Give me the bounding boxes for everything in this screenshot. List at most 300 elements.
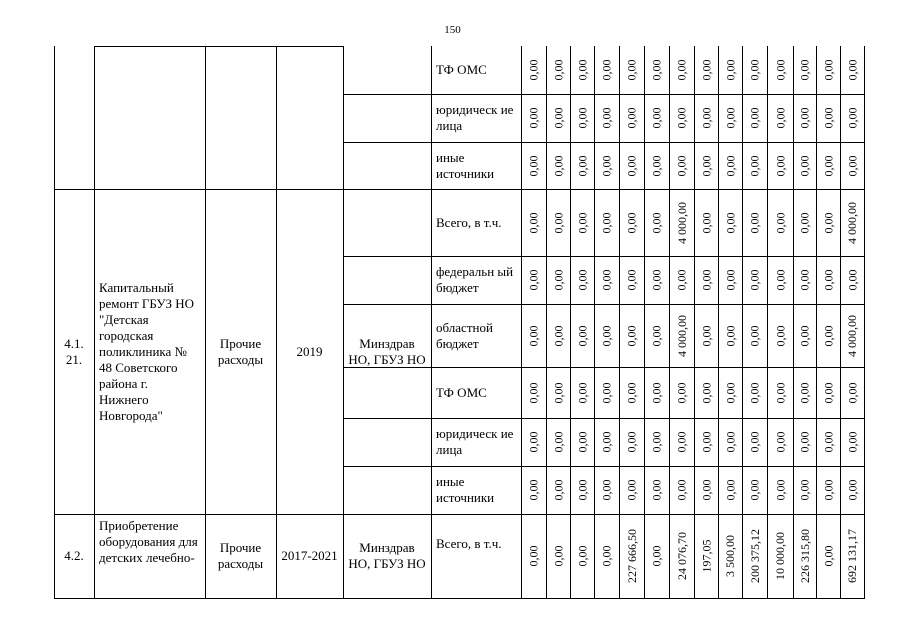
value-text: 0,00: [821, 107, 835, 129]
value-cell: [521, 466, 546, 514]
value-text: 0,00: [674, 59, 689, 81]
value-text: 0,00: [526, 325, 541, 346]
value-text: 0,00: [551, 155, 565, 176]
value-cell: [619, 189, 644, 256]
value-text: 0,00: [797, 382, 812, 403]
value-text: 0,00: [773, 382, 787, 403]
table-border: [94, 46, 95, 598]
value-cell: [694, 189, 718, 256]
value-cell: [521, 304, 546, 367]
value-text: 0,00: [624, 269, 639, 291]
value-cell: [694, 367, 718, 418]
value-cell: [793, 189, 816, 256]
value-cell: [669, 189, 694, 256]
value-text: 0,00: [624, 382, 639, 403]
value-cell: [840, 189, 864, 256]
value-cell: [619, 142, 644, 189]
value-cell: [694, 256, 718, 304]
value-cell: [816, 418, 840, 466]
value-text: 0,00: [624, 431, 639, 453]
value-cell: [644, 418, 669, 466]
value-text: 0,00: [821, 479, 835, 501]
value-cell: [767, 189, 793, 256]
value-text: 0,00: [723, 382, 737, 403]
value-cell: [840, 256, 864, 304]
value-cell: [816, 189, 840, 256]
table-border: [431, 46, 432, 598]
value-text: 0,00: [747, 59, 762, 81]
value-text: 0,00: [821, 155, 835, 176]
value-text: 0,00: [526, 382, 541, 403]
value-text: 0,00: [624, 212, 639, 233]
value-cell: [594, 256, 619, 304]
value-cell: [718, 256, 742, 304]
value-text: 0,00: [674, 431, 689, 453]
value-text: 0,00: [575, 212, 589, 233]
value-text: 0,00: [526, 269, 541, 291]
page-number: 150: [444, 24, 461, 36]
value-text: 0,00: [773, 107, 787, 129]
value-cell: [619, 466, 644, 514]
value-cell: [619, 46, 644, 94]
value-cell: [742, 418, 767, 466]
table-border: [864, 46, 865, 598]
value-text: 0,00: [575, 545, 589, 567]
value-text: 0,00: [699, 107, 713, 129]
value-cell: [694, 46, 718, 94]
funding-source: Всего, в т.ч.: [436, 536, 502, 551]
table-border: [205, 46, 206, 598]
value-cell: [570, 367, 594, 418]
value-text: 0,00: [747, 431, 762, 453]
value-text: 0,00: [575, 479, 589, 501]
value-text: 0,00: [821, 269, 835, 291]
executor-cell: Минздрав НО, ГБУЗ НО: [348, 335, 426, 367]
value-text: 0,00: [599, 382, 614, 403]
value-cell: [619, 418, 644, 466]
value-text: 692 131,17: [845, 529, 859, 583]
value-text: 0,00: [797, 107, 812, 129]
value-text: 0,00: [699, 155, 713, 176]
value-text: 0,00: [599, 155, 614, 176]
value-text: 0,00: [575, 431, 589, 453]
value-text: 0,00: [526, 431, 541, 453]
value-text: 0,00: [821, 545, 835, 567]
value-cell: [767, 304, 793, 367]
value-text: 0,00: [747, 155, 762, 176]
value-cell: [570, 142, 594, 189]
value-cell: [570, 256, 594, 304]
value-text: 0,00: [723, 431, 737, 453]
value-text: 0,00: [723, 325, 737, 346]
value-cell: [742, 367, 767, 418]
value-text: 0,00: [599, 107, 614, 129]
value-cell: [767, 514, 793, 598]
value-text: 227 666,50: [624, 529, 639, 583]
value-text: 0,00: [747, 382, 762, 403]
value-text: 0,00: [797, 479, 812, 501]
value-cell: [594, 189, 619, 256]
value-cell: [619, 514, 644, 598]
value-cell: [694, 94, 718, 142]
value-text: 4 000,00: [845, 314, 859, 357]
value-text: 24 076,70: [674, 532, 689, 580]
value-text: 0,00: [723, 269, 737, 291]
value-cell: [718, 304, 742, 367]
value-cell: [742, 304, 767, 367]
value-cell: [521, 514, 546, 598]
value-text: 0,00: [699, 59, 713, 81]
value-text: 0,00: [551, 269, 565, 291]
value-cell: [840, 514, 864, 598]
value-text: 0,00: [526, 59, 541, 81]
value-text: 0,00: [649, 59, 664, 81]
value-text: 0,00: [649, 212, 664, 233]
value-cell: [594, 304, 619, 367]
value-text: 0,00: [624, 155, 639, 176]
value-text: 0,00: [723, 155, 737, 176]
value-text: 0,00: [551, 59, 565, 81]
value-text: 0,00: [526, 479, 541, 501]
value-cell: [546, 367, 570, 418]
value-cell: [694, 466, 718, 514]
funding-source: иные источники: [436, 474, 495, 505]
value-text: 0,00: [797, 59, 812, 81]
value-cell: [644, 256, 669, 304]
value-text: 0,00: [821, 212, 835, 233]
value-cell: [546, 466, 570, 514]
value-cell: [644, 94, 669, 142]
value-cell: [767, 367, 793, 418]
value-text: 0,00: [821, 382, 835, 403]
value-cell: [694, 304, 718, 367]
value-cell: [521, 367, 546, 418]
value-text: 0,00: [575, 382, 589, 403]
value-text: 0,00: [699, 479, 713, 501]
value-text: 0,00: [551, 431, 565, 453]
value-text: 0,00: [797, 212, 812, 233]
value-text: 0,00: [526, 545, 541, 567]
value-text: 0,00: [797, 325, 812, 346]
value-cell: [644, 46, 669, 94]
value-cell: [619, 304, 644, 367]
value-text: 0,00: [699, 325, 713, 346]
value-cell: [718, 94, 742, 142]
value-text: 0,00: [845, 382, 859, 403]
value-cell: [767, 94, 793, 142]
value-cell: [816, 94, 840, 142]
value-cell: [570, 94, 594, 142]
value-cell: [718, 514, 742, 598]
value-cell: [521, 94, 546, 142]
executor-cell: Минздрав НО, ГБУЗ НО: [348, 540, 426, 571]
value-cell: [816, 304, 840, 367]
value-text: 4 000,00: [674, 201, 689, 244]
value-cell: [742, 256, 767, 304]
value-text: 0,00: [699, 382, 713, 403]
value-cell: [594, 514, 619, 598]
value-cell: [793, 367, 816, 418]
value-text: 0,00: [624, 479, 639, 501]
funding-source: ТФ ОМС: [436, 62, 487, 77]
value-cell: [793, 466, 816, 514]
value-cell: [594, 94, 619, 142]
value-text: 0,00: [551, 107, 565, 129]
value-cell: [793, 142, 816, 189]
value-cell: [669, 94, 694, 142]
value-text: 0,00: [747, 212, 762, 233]
value-cell: [669, 367, 694, 418]
value-cell: [546, 256, 570, 304]
value-text: 0,00: [649, 325, 664, 346]
value-text: 0,00: [575, 107, 589, 129]
value-cell: [546, 94, 570, 142]
value-text: 0,00: [747, 479, 762, 501]
value-text: 0,00: [773, 479, 787, 501]
value-text: 0,00: [747, 107, 762, 129]
value-cell: [521, 189, 546, 256]
value-text: 0,00: [551, 479, 565, 501]
value-cell: [570, 466, 594, 514]
value-cell: [594, 466, 619, 514]
value-text: 0,00: [699, 269, 713, 291]
table-border: [54, 46, 55, 598]
value-text: 0,00: [551, 382, 565, 403]
value-text: 0,00: [773, 212, 787, 233]
value-text: 0,00: [773, 59, 787, 81]
funding-source: Всего, в т.ч.: [436, 214, 502, 230]
value-cell: [694, 418, 718, 466]
value-text: 0,00: [845, 479, 859, 501]
value-text: 0,00: [551, 325, 565, 346]
value-text: 0,00: [699, 212, 713, 233]
value-cell: [619, 256, 644, 304]
value-cell: [718, 46, 742, 94]
year-cell: 2019: [296, 343, 323, 359]
value-cell: [816, 367, 840, 418]
value-text: 0,00: [797, 269, 812, 291]
value-text: 0,00: [575, 269, 589, 291]
value-text: 0,00: [551, 212, 565, 233]
value-text: 0,00: [599, 431, 614, 453]
funding-source: федеральн ый бюджет: [436, 264, 514, 295]
value-cell: [767, 418, 793, 466]
value-cell: [742, 514, 767, 598]
value-cell: [546, 189, 570, 256]
budget-table: [54, 46, 864, 598]
value-cell: [767, 142, 793, 189]
value-text: 0,00: [723, 59, 737, 81]
value-cell: [644, 367, 669, 418]
value-text: 0,00: [797, 431, 812, 453]
value-cell: [644, 304, 669, 367]
value-text: 0,00: [845, 155, 859, 176]
value-text: 197,05: [699, 539, 713, 573]
value-cell: [718, 466, 742, 514]
value-text: 0,00: [845, 431, 859, 453]
value-text: 0,00: [773, 269, 787, 291]
year-cell: 2017-2021: [281, 548, 338, 563]
value-cell: [694, 514, 718, 598]
funding-source: иные источники: [436, 149, 495, 181]
funding-source: юридическ ие лица: [436, 426, 514, 457]
expense-type: Прочие расходы: [217, 335, 264, 367]
value-cell: [816, 466, 840, 514]
value-text: 0,00: [649, 155, 664, 176]
value-text: 0,00: [845, 107, 859, 129]
value-cell: [669, 46, 694, 94]
value-text: 0,00: [821, 59, 835, 81]
value-cell: [570, 304, 594, 367]
value-text: 0,00: [845, 59, 859, 81]
value-cell: [793, 256, 816, 304]
value-cell: [816, 142, 840, 189]
value-text: 0,00: [599, 479, 614, 501]
value-cell: [546, 514, 570, 598]
value-cell: [694, 142, 718, 189]
value-text: 0,00: [575, 155, 589, 176]
value-text: 0,00: [674, 479, 689, 501]
value-cell: [644, 142, 669, 189]
value-cell: [644, 189, 669, 256]
value-cell: [570, 46, 594, 94]
value-cell: [718, 142, 742, 189]
value-text: 0,00: [747, 269, 762, 291]
value-text: 0,00: [747, 325, 762, 346]
value-text: 0,00: [649, 382, 664, 403]
value-text: 0,00: [649, 431, 664, 453]
table-border: [94, 46, 343, 47]
value-cell: [669, 304, 694, 367]
value-cell: [816, 46, 840, 94]
value-text: 0,00: [723, 107, 737, 129]
value-cell: [840, 367, 864, 418]
value-cell: [840, 46, 864, 94]
value-cell: [742, 94, 767, 142]
value-text: 0,00: [649, 545, 664, 567]
value-text: 4 000,00: [845, 201, 859, 244]
value-cell: [840, 142, 864, 189]
value-cell: [521, 46, 546, 94]
value-cell: [767, 256, 793, 304]
funding-source: ТФ ОМС: [436, 384, 487, 400]
value-cell: [742, 46, 767, 94]
value-text: 0,00: [723, 212, 737, 233]
value-text: 0,00: [599, 269, 614, 291]
value-cell: [546, 418, 570, 466]
value-cell: [570, 514, 594, 598]
value-cell: [594, 46, 619, 94]
value-cell: [570, 418, 594, 466]
value-cell: [570, 189, 594, 256]
value-cell: [793, 46, 816, 94]
value-cell: [718, 367, 742, 418]
value-cell: [793, 94, 816, 142]
funding-source: юридическ ие лица: [436, 102, 514, 133]
value-cell: [594, 367, 619, 418]
value-text: 0,00: [575, 59, 589, 81]
value-text: 0,00: [551, 545, 565, 567]
value-cell: [816, 514, 840, 598]
value-cell: [669, 256, 694, 304]
value-cell: [840, 466, 864, 514]
value-cell: [742, 466, 767, 514]
table-border: [54, 598, 865, 599]
value-text: 0,00: [773, 325, 787, 346]
expense-type: Прочие расходы: [217, 540, 264, 571]
value-text: 3 500,00: [723, 535, 737, 577]
value-text: 4 000,00: [674, 314, 689, 357]
value-text: 0,00: [526, 155, 541, 176]
value-cell: [669, 514, 694, 598]
value-cell: [793, 304, 816, 367]
value-cell: [669, 142, 694, 189]
value-cell: [840, 418, 864, 466]
value-cell: [767, 46, 793, 94]
value-text: 0,00: [599, 212, 614, 233]
value-text: 0,00: [773, 431, 787, 453]
value-cell: [594, 142, 619, 189]
value-text: 0,00: [624, 325, 639, 346]
value-text: 0,00: [821, 431, 835, 453]
value-text: 0,00: [699, 431, 713, 453]
value-cell: [521, 142, 546, 189]
value-text: 0,00: [821, 325, 835, 346]
value-text: 0,00: [797, 155, 812, 176]
value-cell: [546, 46, 570, 94]
value-cell: [669, 418, 694, 466]
value-cell: [594, 418, 619, 466]
value-text: 0,00: [575, 325, 589, 346]
value-cell: [546, 304, 570, 367]
value-text: 0,00: [674, 155, 689, 176]
value-text: 0,00: [624, 59, 639, 81]
value-text: 0,00: [649, 269, 664, 291]
funding-source: областной бюджет: [436, 319, 493, 351]
value-text: 0,00: [723, 479, 737, 501]
value-cell: [718, 189, 742, 256]
value-text: 0,00: [773, 155, 787, 176]
value-text: 0,00: [526, 212, 541, 233]
value-text: 0,00: [649, 479, 664, 501]
value-text: 0,00: [649, 107, 664, 129]
value-cell: [521, 418, 546, 466]
value-text: 226 315,80: [797, 529, 812, 583]
value-cell: [546, 142, 570, 189]
value-text: 0,00: [674, 107, 689, 129]
measure-name: Капитальный ремонт ГБУЗ НО "Детская городская поликлиника № 48 Советского района г. Нижнего Новгорода": [99, 279, 194, 423]
value-cell: [718, 418, 742, 466]
value-cell: [521, 256, 546, 304]
value-cell: [840, 94, 864, 142]
value-cell: [619, 94, 644, 142]
value-text: 0,00: [599, 59, 614, 81]
row-number: 4.2.: [64, 548, 84, 563]
value-cell: [840, 304, 864, 367]
value-cell: [816, 256, 840, 304]
value-text: 0,00: [845, 269, 859, 291]
value-cell: [742, 142, 767, 189]
value-cell: [767, 466, 793, 514]
value-text: 0,00: [674, 382, 689, 403]
value-text: 0,00: [674, 269, 689, 291]
value-cell: [793, 418, 816, 466]
row-number: 4.1. 21.: [64, 335, 84, 367]
value-text: 0,00: [624, 107, 639, 129]
value-cell: [644, 466, 669, 514]
value-cell: [669, 466, 694, 514]
value-text: 0,00: [526, 107, 541, 129]
